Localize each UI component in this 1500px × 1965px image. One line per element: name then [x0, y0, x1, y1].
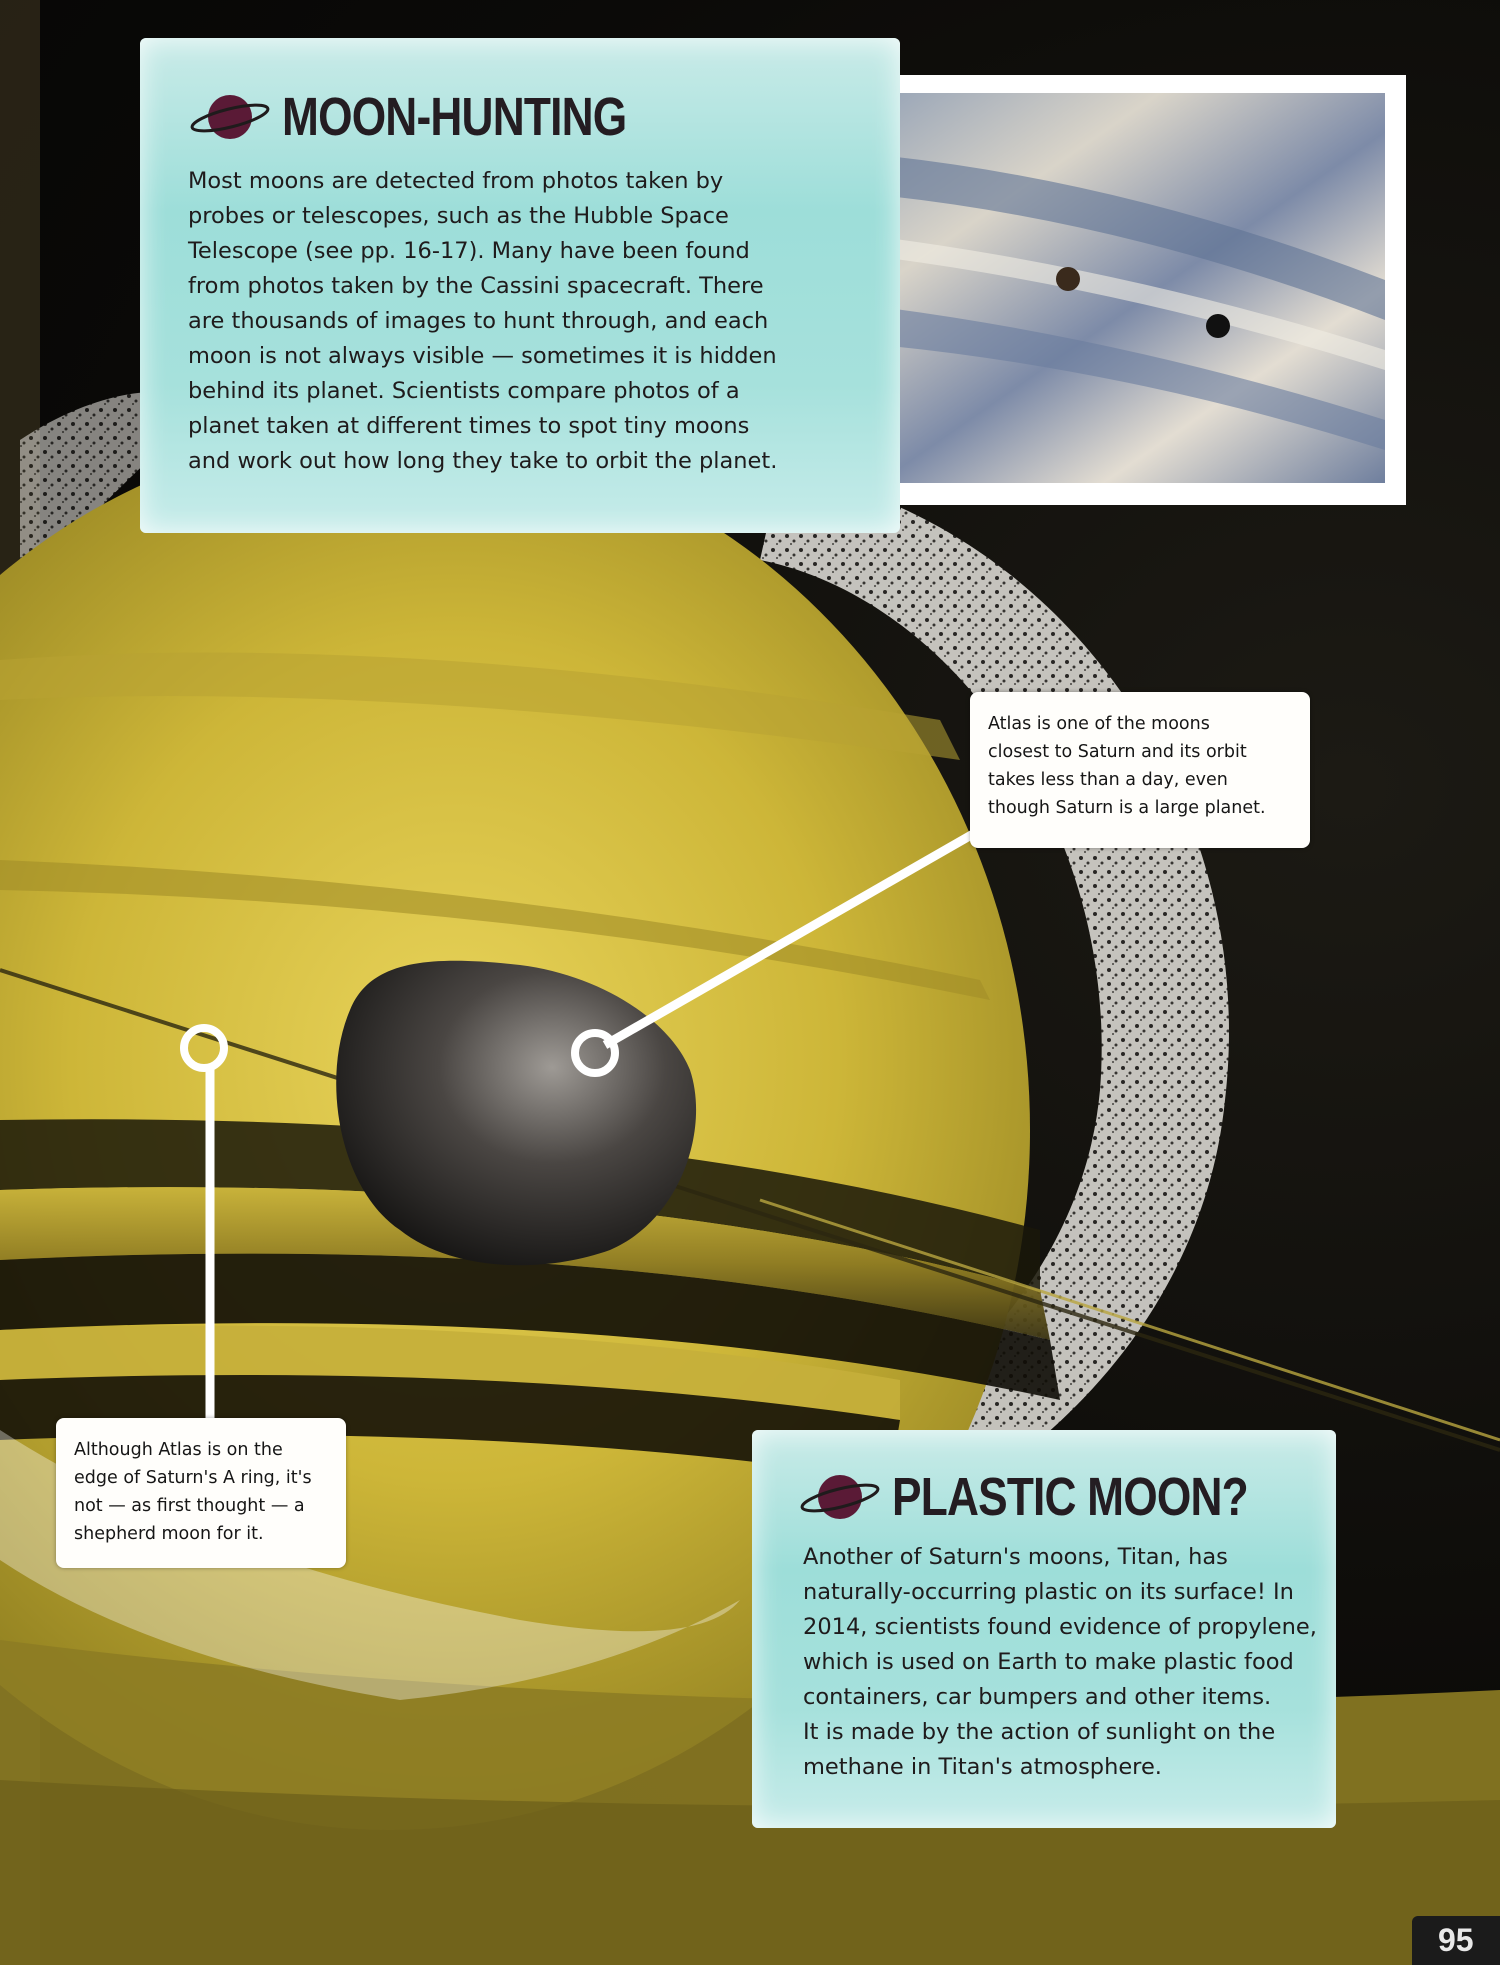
moon-hunting-heading: MOON-HUNTING — [282, 87, 627, 147]
plastic-moon-body: Another of Saturn's moons, Titan, has naturally-occurring plastic on its surface! In 2014, scientists found evidence of propylene, which is used on Earth to make plastic food containers, car bumpers and other items. It is made by the action of sunlight on the methane in Titan's atmosphere. — [803, 1544, 1317, 1780]
caption-atlas-orbit: Atlas is one of the moons closest to Saturn and its orbit takes less than a day, even though Saturn is a large planet. — [970, 692, 1310, 848]
plastic-moon-heading: PLASTIC MOON? — [892, 1467, 1248, 1527]
moon-hunting-body: Most moons are detected from photos taken by probes or telescopes, such as the Hubble Space Telescope (see pp. 16-17). Many have been found from photos taken by the Cassini spacecraft. There are thousands of images to hunt through, and each moon is not always visible — sometimes it is hidden behind its planet. Scientists compare photos of a planet taken at different times to spot tiny moons and work out how long they take to orbit the planet. — [188, 168, 778, 474]
planet-icon — [800, 1472, 882, 1522]
page-number: 95 — [1412, 1916, 1500, 1965]
moon-shadow-1 — [1056, 267, 1080, 291]
planet-icon — [190, 92, 272, 142]
moon-shadow-2 — [1206, 314, 1230, 338]
caption-atlas-ring: Although Atlas is on the edge of Saturn's A ring, it's not — as first thought — a shepherd moon for it. — [56, 1418, 346, 1568]
